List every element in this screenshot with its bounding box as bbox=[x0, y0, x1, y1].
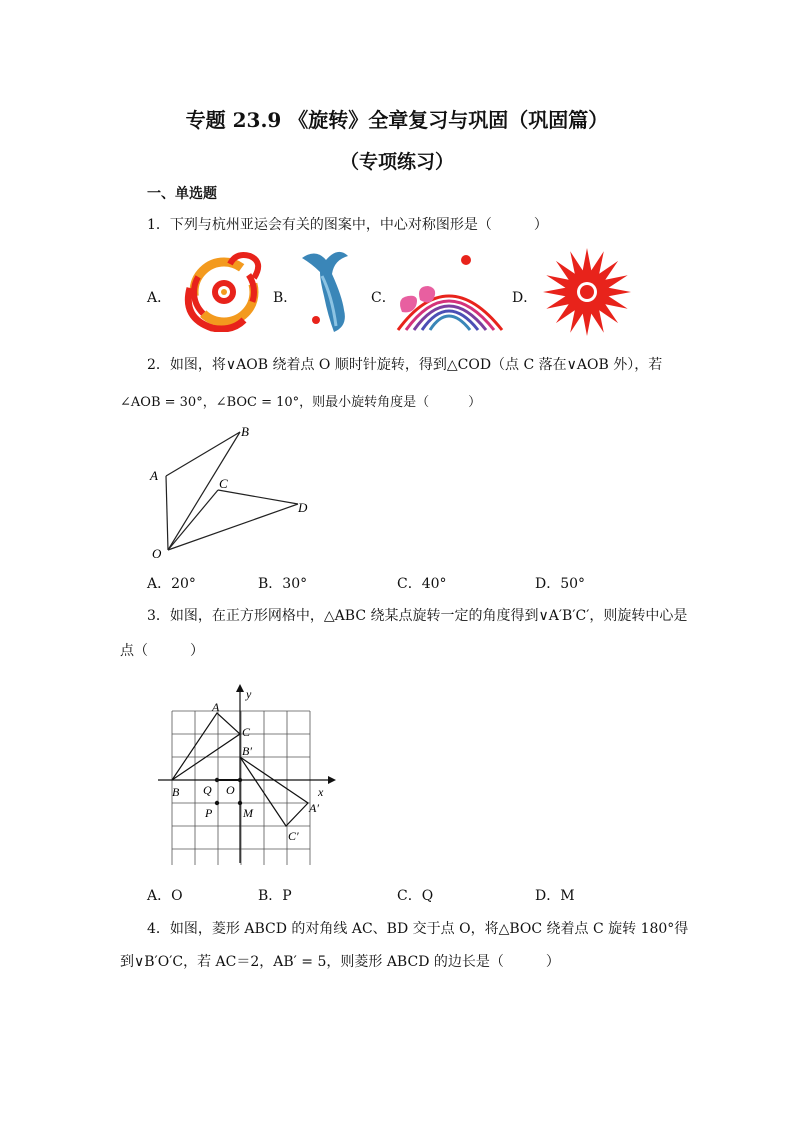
q1-option-a-label: A． bbox=[147, 290, 172, 306]
lotus-wave-arc-icon bbox=[392, 250, 506, 336]
q3-label-a-prime: A′ bbox=[309, 801, 319, 815]
q3-grid-figure bbox=[150, 680, 340, 865]
q2-label-c: C bbox=[219, 476, 228, 491]
q2-label-d: D bbox=[298, 500, 308, 515]
q3-label-c-prime: C′ bbox=[288, 829, 299, 843]
q3-label-y: y bbox=[246, 687, 252, 701]
q3-label-x: x bbox=[318, 785, 324, 799]
dragon-ring-emblem-icon bbox=[172, 248, 268, 332]
q3-label-b: B bbox=[172, 785, 180, 799]
q2-label-o: O bbox=[152, 546, 162, 561]
q2-option-d: D．50° bbox=[535, 576, 586, 592]
question-3-line-1: 3．如图，在正方形网格中，△ABC 绕某点旋转一定的角度得到∨A′B′C′，则旋转中心是 bbox=[147, 608, 688, 624]
q3-label-p: P bbox=[205, 806, 213, 820]
q1-option-c-label: C． bbox=[371, 290, 396, 306]
q2-option-c: C．40° bbox=[397, 576, 447, 592]
page-title: 专题 23.9 《旋转》全章复习与巩固（巩固篇） bbox=[185, 108, 609, 132]
q3-label-b-prime: B′ bbox=[242, 744, 252, 758]
q3-option-c: C．Q bbox=[397, 888, 434, 904]
q1-option-b-label: B． bbox=[273, 290, 298, 306]
q2-label-a: A bbox=[150, 468, 158, 483]
q3-label-o: O bbox=[226, 783, 235, 797]
question-4-line-2: 到∨B′O′C，若 AC＝2，AB′ = 5，则菱形 ABCD 的边长是（ ） bbox=[120, 954, 560, 970]
q3-option-a: A．O bbox=[147, 888, 183, 904]
q2-rotation-figure bbox=[140, 420, 320, 565]
q3-label-c: C bbox=[242, 725, 251, 739]
q3-label-a: A bbox=[212, 700, 220, 714]
q2-option-a: A．20° bbox=[147, 576, 196, 592]
q1-option-d-label: D． bbox=[512, 290, 538, 306]
q3-label-q: Q bbox=[203, 783, 212, 797]
q2-label-b: B bbox=[241, 424, 249, 439]
question-3-line-2: 点（ ） bbox=[120, 643, 204, 659]
question-1-text: 1．下列与杭州亚运会有关的图案中，中心对称图形是（ ） bbox=[147, 217, 548, 233]
q3-option-d: D．M bbox=[535, 888, 575, 904]
question-2-line-2: ∠AOB = 30°，∠BOC = 10°，则最小旋转角度是（ ） bbox=[120, 395, 482, 410]
q3-label-m: M bbox=[243, 806, 253, 820]
q2-option-b: B．30° bbox=[258, 576, 308, 592]
q3-option-b: B．P bbox=[258, 888, 292, 904]
page-subtitle: （专项练习） bbox=[339, 151, 454, 173]
question-2-line-1: 2．如图，将∨AOB 绕着点 O 顺时针旋转，得到△COD（点 C 落在∨AOB 外），若 bbox=[147, 357, 663, 373]
red-sun-burst-icon bbox=[540, 246, 634, 338]
question-4-line-1: 4．如图，菱形 ABCD 的对角线 AC、BD 交于点 O，将△BOC 绕着点 C 旋转 180°得 bbox=[147, 921, 689, 937]
section-heading: 一、单选题 bbox=[147, 186, 217, 202]
dolphin-tail-icon bbox=[298, 246, 364, 336]
